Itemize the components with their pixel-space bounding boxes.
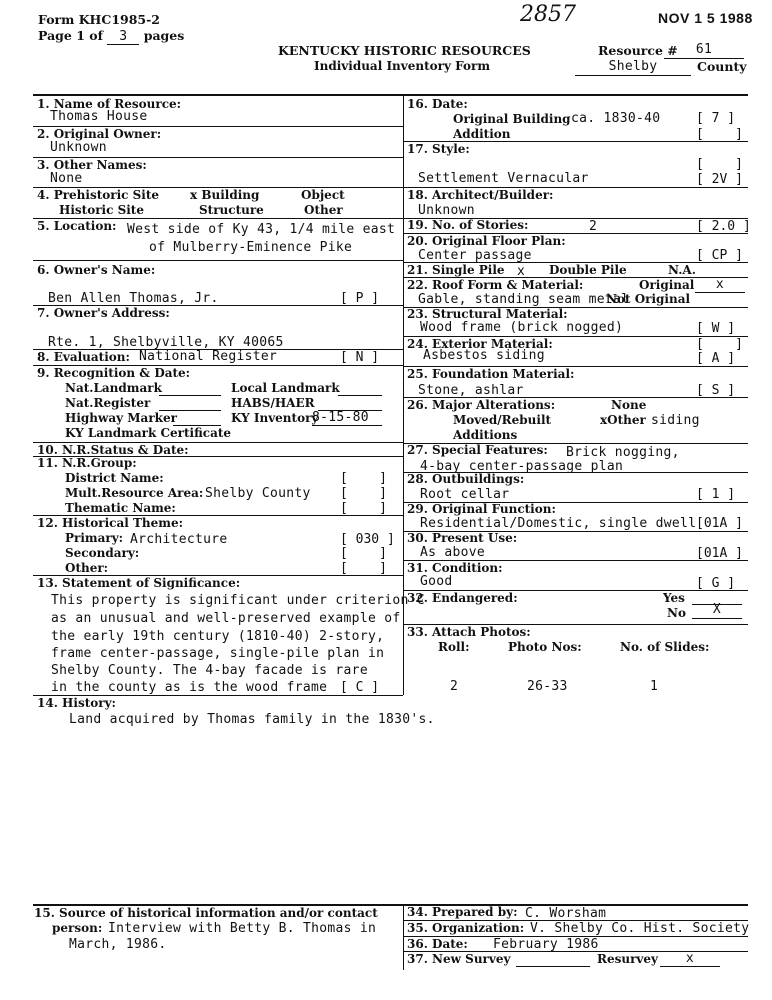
field-11-label: 11. N.R.Group:	[37, 456, 137, 470]
field-20-value: Center passage	[418, 248, 532, 263]
field-13-line: This property is significant under criterion C	[51, 593, 425, 608]
field-22-value: Gable, standing seam metal	[418, 292, 630, 307]
field-4-prehistoric: 4. Prehistoric Site	[37, 188, 160, 202]
field-25-value: Stone, ashlar	[418, 383, 524, 398]
field-4-object: Object	[301, 188, 345, 202]
field-13-line: the early 19th century (1810-40) 2-story,	[51, 629, 385, 644]
field-12-other-code: [ ]	[340, 561, 387, 576]
field-26-additions: Additions	[453, 428, 518, 442]
field-26-label: 26. Major Alterations:	[407, 398, 556, 412]
field-9-habs: HABS/HAER	[231, 396, 315, 410]
field-8-label: 8. Evaluation:	[37, 350, 130, 364]
field-36-label: 36. Date:	[407, 937, 468, 951]
field-12-label: 12. Historical Theme:	[37, 516, 184, 530]
field-23-label: 23. Structural Material:	[407, 307, 568, 321]
field-28-label: 28. Outbuildings:	[407, 472, 525, 486]
field-33-slides: No. of Slides:	[620, 640, 710, 654]
field-5-line-1: West side of Ky 43, 1/4 mile east	[127, 222, 396, 237]
field-9-natregister: Nat.Register	[65, 396, 151, 410]
field-12-secondary-code: [ ]	[340, 546, 387, 561]
bottom-divider	[403, 905, 404, 970]
page-count	[38, 28, 184, 45]
field-33-slides-value: 1	[650, 679, 659, 694]
field-23-value: Wood frame (brick nogged)	[420, 320, 624, 335]
field-17-code-blank: [ ]	[696, 157, 743, 172]
field-26-moved: Moved/Rebuilt	[453, 413, 552, 427]
field-35-label: 35. Organization:	[407, 921, 525, 935]
field-32-x: X	[692, 602, 742, 619]
field-22-x: x	[695, 277, 745, 293]
field-14-value: Land acquired by Thomas family in the 1830's.	[69, 712, 435, 727]
field-2-label: 2. Original Owner:	[37, 127, 162, 141]
field-13-line: Shelby County. The 4-bay facade is rare	[51, 663, 368, 678]
field-17-label: 17. Style:	[407, 142, 470, 156]
field-37-x: x	[660, 951, 720, 967]
field-3-value: None	[50, 171, 83, 186]
field-7-label: 7. Owner's Address:	[37, 306, 170, 320]
field-25-code: [ S ]	[696, 383, 736, 398]
field-29-code: [01A ]	[696, 516, 743, 531]
rule	[338, 395, 382, 396]
field-18-label: 18. Architect/Builder:	[407, 188, 554, 202]
field-29-label: 29. Original Function:	[407, 502, 556, 516]
resource-label: Resource #	[598, 43, 678, 58]
field-21-label: 21. Single Pile	[407, 263, 505, 277]
field-13-line: frame center-passage, single-pile plan in	[51, 646, 385, 661]
field-17-code: [ 2V ]	[696, 172, 743, 187]
field-1-label: 1. Name of Resource:	[37, 97, 182, 111]
field-8-code: [ N ]	[340, 350, 380, 365]
field-16-addition: Addition	[453, 127, 511, 141]
field-16-label: 16. Date:	[407, 97, 468, 111]
field-5-label: 5. Location:	[37, 219, 117, 233]
field-19-code: [ 2.0 ]	[696, 219, 751, 234]
field-12-primary: Primary:	[65, 531, 124, 545]
field-4-structure: Structure	[199, 203, 264, 217]
field-24-code: [ A ]	[696, 351, 736, 366]
field-11-district-code: [ ]	[340, 471, 387, 486]
rule	[159, 395, 221, 396]
field-1-value: Thomas House	[50, 109, 148, 124]
field-30-label: 30. Present Use:	[407, 531, 518, 545]
field-4-other: Other	[304, 203, 343, 217]
field-18-value: Unknown	[418, 203, 475, 218]
field-11-thematic-code: [ ]	[340, 501, 387, 516]
field-9-label: 9. Recognition & Date:	[37, 366, 191, 380]
field-33-roll: Roll:	[438, 640, 470, 654]
county-value: Shelby	[575, 59, 691, 76]
handwritten-number: 2857	[520, 2, 576, 27]
field-15-value-1: Interview with Betty B. Thomas in	[108, 921, 377, 936]
field-14-label: 14. History:	[37, 696, 116, 710]
field-16-addition-code: [ ]	[696, 127, 743, 142]
form-subtitle: Individual Inventory Form	[314, 59, 491, 73]
field-27-line-2: 4-bay center-passage plan	[420, 459, 624, 474]
field-34-value: C. Worsham	[525, 906, 607, 921]
field-21-double: Double Pile	[549, 263, 627, 277]
field-11-mult: Mult.Resource Area:	[65, 486, 204, 500]
page-total: 3	[107, 29, 139, 45]
field-20-label: 20. Original Floor Plan:	[407, 234, 566, 248]
field-9-kycert: KY Landmark Certificate	[65, 426, 232, 440]
field-37-resurvey: Resurvey	[597, 952, 658, 966]
field-12-secondary: Secondary:	[65, 546, 140, 560]
field-7-value: Rte. 1, Shelbyville, KY 40065	[48, 335, 284, 350]
field-8-value: National Register	[139, 349, 278, 364]
field-31-label: 31. Condition:	[407, 561, 503, 575]
county-label: County	[697, 59, 747, 74]
field-22-label: 22. Roof Form & Material:	[407, 278, 584, 292]
field-33-label: 33. Attach Photos:	[407, 625, 531, 639]
field-4-historic: Historic Site	[59, 203, 144, 217]
field-29-value: Residential/Domestic, single dwell	[420, 516, 697, 531]
field-26-other: xOther	[600, 413, 646, 427]
field-30-code: [01A ]	[696, 546, 743, 561]
field-10-label: 10. N.R.Status & Date:	[37, 443, 189, 457]
field-12-primary-value: Architecture	[130, 532, 228, 547]
field-32-no: No	[667, 606, 686, 620]
page-suffix: pages	[143, 28, 185, 43]
field-16-original-code: [ 7 ]	[696, 111, 736, 126]
field-9-local: Local Landmark	[231, 381, 340, 395]
field-5-line-2: of Mulberry-Eminence Pike	[149, 240, 353, 255]
field-11-mult-code: [ ]	[340, 486, 387, 501]
field-26-none: None	[611, 398, 647, 412]
field-11-mult-value: Shelby County	[205, 486, 311, 501]
field-33-roll-value: 2	[450, 679, 459, 694]
field-3-label: 3. Other Names:	[37, 158, 147, 172]
field-13-code: [ C ]	[340, 680, 380, 695]
resource-number: 61	[664, 42, 744, 59]
field-25-label: 25. Foundation Material:	[407, 367, 575, 381]
top-rule	[33, 94, 748, 96]
field-6-code: [ P ]	[340, 291, 380, 306]
field-15-label-2: person:	[52, 921, 103, 935]
field-9-kyinv: KY Inventory	[231, 411, 319, 425]
field-13-line: in the county as is the wood frame	[51, 680, 328, 695]
field-33-photo-value: 26-33	[527, 679, 568, 694]
field-37-label: 37. New Survey	[407, 952, 511, 966]
date-stamp: NOV 1 5 1988	[658, 10, 753, 26]
field-11-district: District Name:	[65, 471, 164, 485]
field-13-label: 13. Statement of Significance:	[37, 576, 241, 590]
field-20-code: [ CP ]	[696, 248, 743, 263]
field-24-code-blank: [ ]	[696, 337, 743, 352]
field-22-not-original: Not Original	[606, 292, 691, 306]
field-24-label: 24. Exterior Material:	[407, 337, 553, 351]
field-15-label: 15. Source of historical information and/or contact	[34, 906, 378, 920]
field-17-value: Settlement Vernacular	[418, 171, 589, 186]
page-prefix: Page 1 of	[38, 28, 103, 43]
field-28-value: Root cellar	[420, 487, 510, 502]
rule	[33, 260, 403, 261]
field-11-thematic: Thematic Name:	[65, 501, 176, 515]
field-27-label: 27. Special Features:	[407, 443, 548, 457]
field-15-value-2: March, 1986.	[69, 937, 167, 952]
field-22-original: Original	[639, 278, 695, 292]
field-36-value: February 1986	[493, 937, 599, 952]
field-32-label: 32. Endangered:	[407, 591, 518, 605]
field-9-natlandmark: Nat.Landmark	[65, 381, 162, 395]
field-23-code: [ W ]	[696, 321, 736, 336]
field-16-original-value: ca. 1830-40	[571, 111, 661, 126]
field-31-value: Good	[420, 574, 453, 589]
field-21-na: N.A.	[668, 263, 696, 277]
field-35-value: V. Shelby Co. Hist. Society	[530, 921, 750, 936]
field-24-value: Asbestos siding	[423, 348, 545, 363]
form-title: KENTUCKY HISTORIC RESOURCES	[278, 43, 531, 58]
field-13-line: as an unusual and well-preserved example of	[51, 611, 401, 626]
form-id: Form KHC1985-2	[38, 12, 160, 27]
field-4-building: x Building	[190, 188, 260, 202]
field-30-value: As above	[420, 545, 486, 560]
field-34-label: 34. Prepared by:	[407, 905, 518, 919]
rule	[516, 966, 590, 967]
field-16-original: Original Building	[453, 112, 571, 126]
field-12-primary-code: [ 030 ]	[340, 532, 395, 547]
field-9-highway: Highway Marker	[65, 411, 177, 425]
field-12-other: Other:	[65, 561, 109, 575]
field-21-x: x	[517, 264, 526, 279]
field-19-label: 19. No. of Stories:	[407, 218, 529, 232]
field-32-yes: Yes	[663, 591, 685, 605]
field-33-photo: Photo Nos:	[508, 640, 582, 654]
field-26-other-value: siding	[651, 413, 700, 428]
field-19-value: 2	[589, 219, 598, 234]
field-6-value: Ben Allen Thomas, Jr.	[48, 291, 219, 306]
field-28-code: [ 1 ]	[696, 487, 736, 502]
field-31-code: [ G ]	[696, 576, 736, 591]
field-9-kyinv-date: 8-15-80	[312, 410, 382, 426]
field-27-line-1: Brick nogging,	[566, 445, 680, 460]
field-6-label: 6. Owner's Name:	[37, 263, 156, 277]
field-2-value: Unknown	[50, 140, 107, 155]
